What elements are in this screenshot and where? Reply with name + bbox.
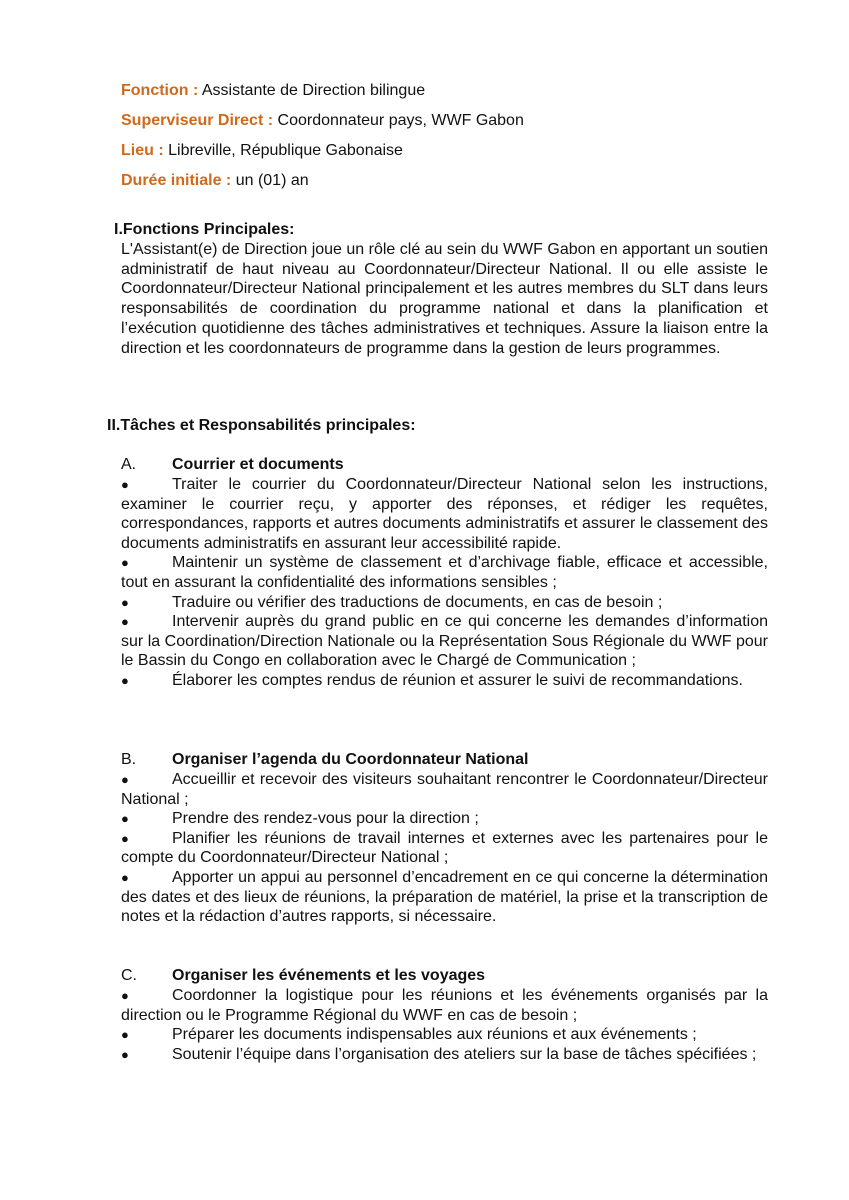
list-item	[121, 809, 768, 829]
list-item	[121, 770, 768, 809]
bullet-icon: ●	[121, 1027, 129, 1043]
lieu-value: Libreville, République Gabonaise	[168, 142, 403, 159]
list-item	[121, 986, 768, 1025]
header-fonction	[121, 81, 425, 101]
subsection-b-list	[121, 770, 768, 927]
list-item	[121, 475, 768, 553]
section1-text: L'Assistant(e) de Direction joue un rôle clé au sein du WWF Gabon en apportant un soutien administratif de haut niveau au Coordonnateur/Directeur National. Il ou elle assiste le Coordonnateur/Directeur National principalement et les autres membres du SLT dans leurs responsabilités de coordination du programme national et dans la planification et l’exécution quotidienne des tâches administratives et techniques. Assure la liaison entre la direction et les coordonnateurs de programme dans la gestion de leurs programmes.	[121, 241, 768, 357]
list-item-text: Élaborer les comptes rendus de réunion et assurer le suivi de recommandations.	[172, 671, 743, 689]
subsection-title: Courrier et documents	[172, 456, 344, 473]
superviseur-label: Superviseur Direct :	[121, 112, 274, 129]
bullet-icon: ●	[121, 555, 129, 571]
bullet-icon: ●	[121, 988, 129, 1003]
list-item	[121, 868, 768, 927]
bullet-icon: ●	[121, 830, 129, 846]
duree-label: Durée initiale :	[121, 172, 232, 189]
section1-title: I.Fonctions Principales:	[114, 221, 295, 238]
list-item	[121, 1045, 768, 1065]
list-item-text: Planifier les réunions de travail internes et externes avec les partenaires pour le compte du Coordonnateur/Directeur National ;	[121, 829, 768, 867]
bullet-icon: ●	[121, 772, 129, 787]
bullet-icon: ●	[121, 811, 129, 827]
list-item	[121, 593, 768, 613]
fonction-value: Assistante de Direction bilingue	[201, 82, 426, 99]
header-duree	[121, 171, 309, 191]
list-item-text: Traiter le courrier du Coordonnateur/Directeur National selon les instructions, examiner le courrier reçu, y apporter des réponses, et rédiger les requêtes, correspondances, rapports et autres documents administratifs et assurer le classement des documents administratifs en assurant leur accessibilité rapide.	[121, 476, 768, 552]
list-item-text: Coordonner la logistique pour les réunions et les événements organisés par la direction ou le Programme Régional du WWF en cas de besoin ;	[121, 987, 768, 1024]
section2-title: II.Tâches et Responsabilités principales:	[107, 417, 416, 434]
duree-value: un (01) an	[235, 172, 309, 189]
bullet-icon: ●	[121, 614, 129, 630]
bullet-icon: ●	[121, 672, 129, 688]
list-item-text: Préparer les documents indispensables aux réunions et aux événements ;	[172, 1026, 697, 1044]
list-item	[121, 1025, 768, 1045]
superviseur-value: Coordonnateur pays, WWF Gabon	[277, 112, 524, 129]
subsection-letter: C.	[121, 967, 137, 984]
header-superviseur	[121, 111, 524, 131]
list-item-text: Maintenir un système de classement et d’archivage fiable, efficace et accessible, tout en assurant la confidentialité des informations sensibles ;	[121, 554, 768, 591]
list-item-text: Accueillir et recevoir des visiteurs souhaitant rencontrer le Coordonnateur/Directeur National ;	[121, 771, 768, 808]
subsection-c-list	[121, 986, 768, 1064]
subsection-letter: A.	[121, 456, 137, 473]
subsection-title: Organiser l’agenda du Coordonnateur National	[172, 751, 529, 768]
bullet-icon: ●	[121, 477, 129, 492]
subsection-title: Organiser les événements et les voyages	[172, 967, 486, 984]
lieu-label: Lieu :	[121, 142, 164, 159]
subsection-letter: B.	[121, 751, 137, 768]
list-item-text: Intervenir auprès du grand public en ce qui concerne les demandes d’information sur la Coordination/Direction Nationale ou la Représentation Sous Régionale du WWF pour le Bassin du Congo en collaboration avec le Chargé de Communication ;	[121, 613, 768, 670]
list-item-text: Soutenir l’équipe dans l’organisation des ateliers sur la base de tâches spécifiées ;	[172, 1045, 757, 1063]
list-item	[121, 829, 768, 868]
list-item	[121, 612, 768, 671]
bullet-icon: ●	[121, 1046, 129, 1062]
list-item-text: Apporter un appui au personnel d’encadrement en ce qui concerne la détermination des dates et des lieux de réunions, la préparation de matériel, la prise et la transcription de notes et la rédaction d’autres rapports, si nécessaire.	[121, 868, 768, 926]
list-item	[121, 553, 768, 592]
fonction-label: Fonction :	[121, 82, 199, 99]
list-item-text: Prendre des rendez-vous pour la direction ;	[172, 810, 479, 828]
header-lieu	[121, 141, 403, 161]
bullet-icon: ●	[121, 594, 129, 610]
bullet-icon: ●	[121, 869, 129, 885]
list-item	[121, 671, 768, 691]
subsection-a-list	[121, 475, 768, 691]
list-item-text: Traduire ou vérifier des traductions de documents, en cas de besoin ;	[172, 593, 663, 611]
